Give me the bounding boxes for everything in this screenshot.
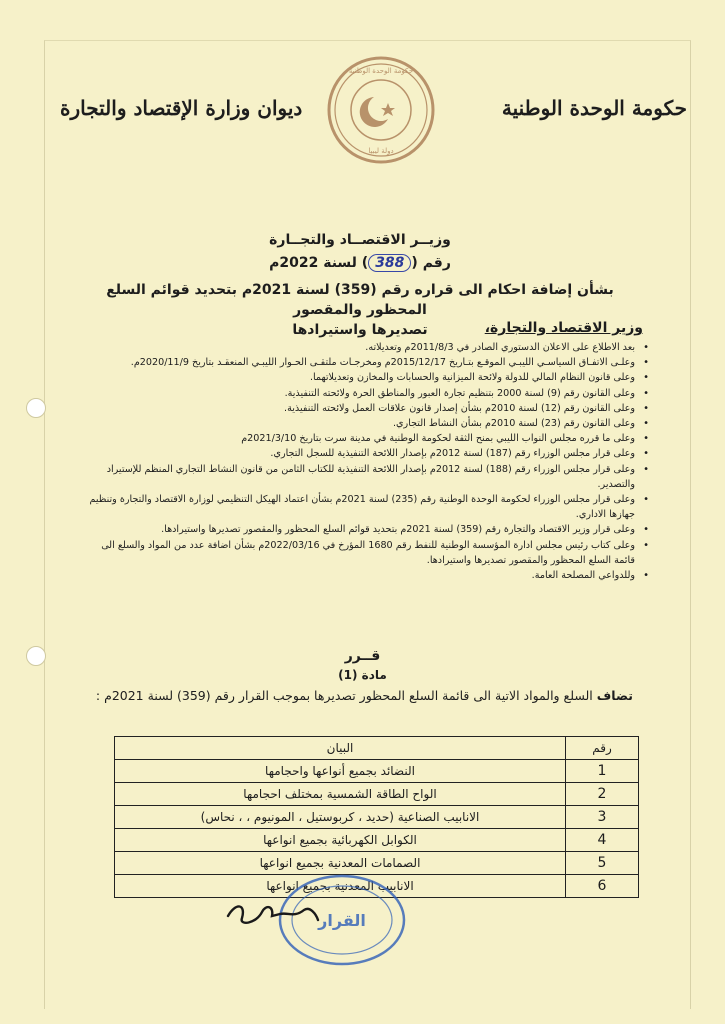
clause-item: • وعلى القانون رقم (9) لسنة 2000 بتنظيم تجارة العبور والمناطق الحرة ولائحته التنفيذية. xyxy=(89,386,649,401)
clause-item: • وعلى قرار مجلس الوزراء رقم (187) لسنة 2012م بإصدار اللائحة التنفيذية للسجل التجاري. xyxy=(89,446,649,461)
row-number: 3 xyxy=(566,806,639,829)
table-row xyxy=(115,783,639,806)
seal-bottom-text: دولة ليبيا xyxy=(368,147,394,155)
decree-subject-line-2: تصديرها واستيرادها xyxy=(292,322,428,338)
row-number: 1 xyxy=(566,760,639,783)
clause-item: • وعلى قرار مجلس الوزراء رقم (188) لسنة 2012م بإصدار اللائحة التنفيذية للكتاب الثامن من قانون النشاط التجاري المنظم للإستيراد والتصدير. xyxy=(89,462,649,492)
clause-item: • وعلى كتاب رئيس مجلس ادارة المؤسسة الوطنية للنفط رقم 1680 المؤرخ في 2022/03/16م بشأن اضافة عدد من المواد والسلع الى قائمة السلع المحظور والمقصور تصديرها واستيرادها. xyxy=(89,538,649,568)
government-name: حكومة الوحدة الوطنية xyxy=(501,96,687,120)
clause-item: • وعلى ما قرره مجلس النواب الليبي بمنح الثقة لحكومة الوطنية في مدينة سرت بتاريخ 2021/3/10م xyxy=(89,431,649,446)
table-row xyxy=(115,806,639,829)
article-heading: مادة (1) xyxy=(338,668,387,682)
clause-item: • وللدواعي المصلحة العامة. xyxy=(89,568,649,583)
row-number: 2 xyxy=(566,783,639,806)
minister-heading: وزير الاقتصاد والتجارة، xyxy=(484,320,643,336)
clause-item: • وعلى قانون النظام المالي للدولة ولائحة الميزانية والحسابات والمخازن وتعديلاتهما. xyxy=(89,370,649,385)
number-suffix: ) لسنة 2022م xyxy=(269,255,369,271)
state-seal-icon xyxy=(326,55,436,165)
seal-top-text: حكومة الوحدة الوطنية xyxy=(348,67,414,75)
row-description: النضائد بجميع أنواعها واحجامها xyxy=(115,760,566,783)
row-description: الصمامات المعدنية بجميع انواعها xyxy=(115,852,566,875)
preamble-clauses xyxy=(89,340,649,583)
clause-item: • وعلى القانون رقم (12) لسنة 2010م بشأن إصدار قانون علاقات العمل ولائحته التنفيذية. xyxy=(89,401,649,416)
clause-item: • وعلى القانون رقم (23) لسنة 2010م بشأن النشاط التجاري. xyxy=(89,416,649,431)
decision-heading: قــرر xyxy=(344,648,381,664)
table-header-row xyxy=(115,737,639,760)
row-description: الكوابل الكهربائية بجميع انواعها xyxy=(115,829,566,852)
clause-item: • وعلى قرار مجلس الوزراء لحكومة الوحدة الوطنية رقم (235) لسنة 2021م بشأن اعتماد الهيكل التنظيمي لوزارة الاقتصاد والتجارة وتنظيم جهازها الاداري. xyxy=(89,492,649,522)
number-prefix: رقم ( xyxy=(411,255,451,271)
decree-number: 388 xyxy=(368,254,411,272)
article-body: السلع والمواد الاتية الى قائمة السلع المحظور تصديرها بموجب القرار رقم (359) لسنة 2021م : xyxy=(95,688,593,703)
row-number: 4 xyxy=(566,829,639,852)
article-lead: تضاف xyxy=(596,688,633,703)
punch-hole-top xyxy=(26,398,46,418)
stamp-text: القرار xyxy=(318,911,366,930)
col-number-header: رقم xyxy=(566,737,639,760)
decree-issuer: وزيــر الاقتصــاد والتجــارة xyxy=(269,232,451,248)
row-number: 5 xyxy=(566,852,639,875)
clause-item: • بعد الاطلاع على الاعلان الدستوري الصادر في 2011/8/3م وتعديلاته. xyxy=(89,340,649,355)
col-description-header: البيان xyxy=(115,737,566,760)
row-description: الانابيب الصناعية (حديد ، كربوستيل ، المونيوم ، ، نحاس) xyxy=(115,806,566,829)
table-row xyxy=(115,760,639,783)
row-description: الواح الطاقة الشمسية بمختلف احجامها xyxy=(115,783,566,806)
ministry-office-name: ديوان وزارة الإقتصاد والتجارة xyxy=(60,96,303,120)
decree-number-line xyxy=(100,254,620,272)
row-description: الانابيب المعدنية بجميع انواعها xyxy=(115,875,566,898)
row-number: 6 xyxy=(566,875,639,898)
clause-item: • وعلى قرار وزير الاقتصاد والتجارة رقم (359) لسنة 2021م بتحديد قوائم السلع المحظور والمقصور تصديرها واستيرادها. xyxy=(89,522,649,537)
table-row xyxy=(115,829,639,852)
decree-subject-line-1: بشأن إضافة احكام الى قراره رقم (359) لسنة 2021م بتحديد قوائم السلع المحظور والمقصور xyxy=(106,282,614,318)
clause-item: • وعلـى الاتفـاق السياسـي الليبـي الموقـع بتـاريخ 2015/12/17م ومخرجـات ملتقـى الحـوار الليبـي المنعقـد بتاريخ 2020/11/9م. xyxy=(89,355,649,370)
article-text xyxy=(93,686,633,705)
signature-icon xyxy=(222,894,322,934)
